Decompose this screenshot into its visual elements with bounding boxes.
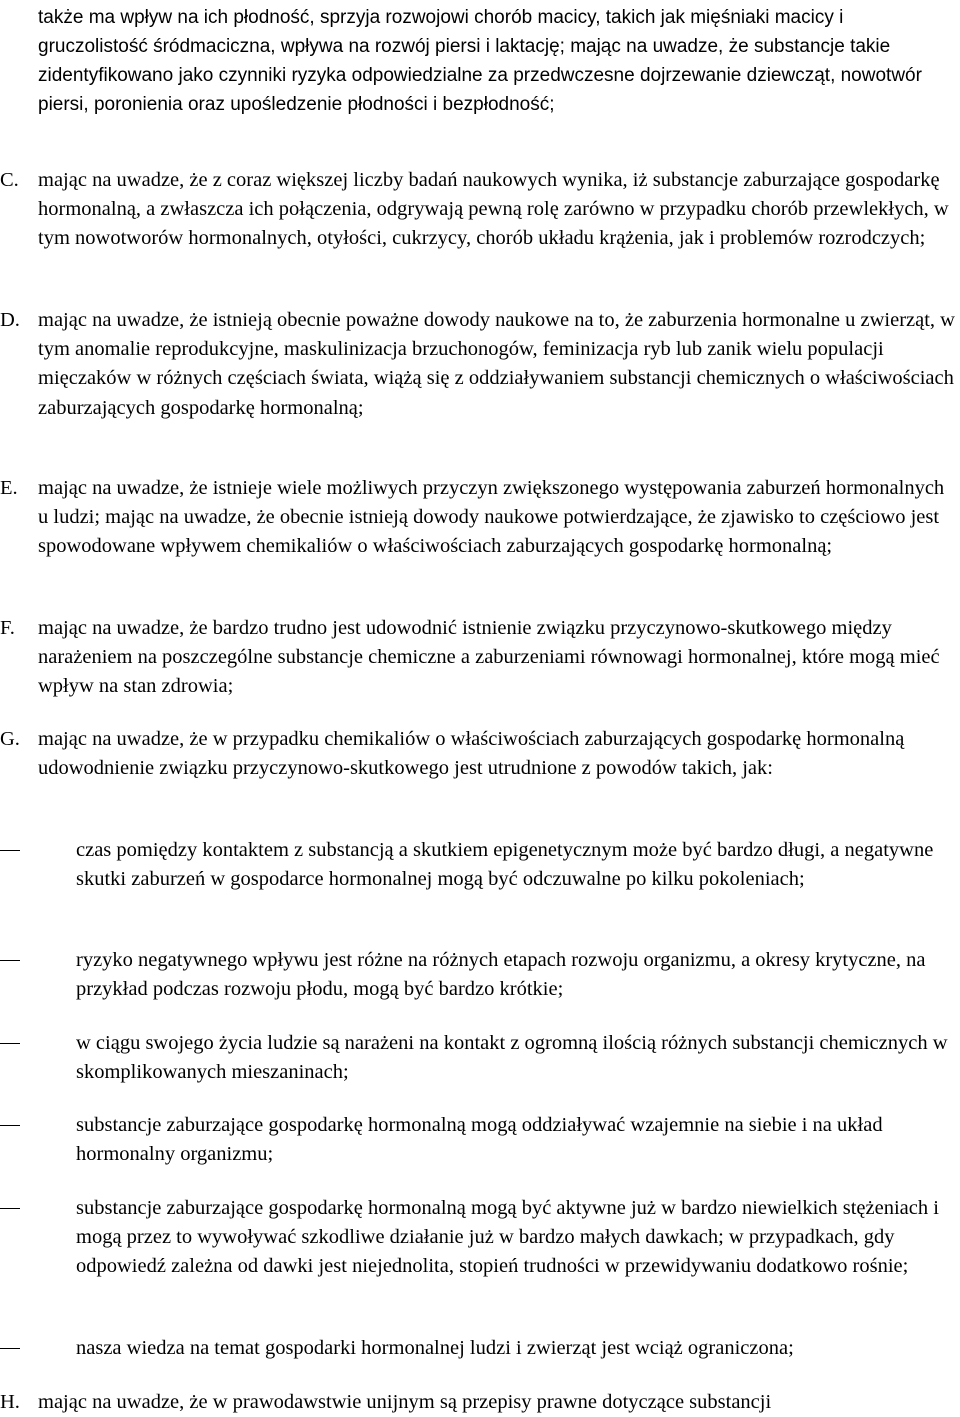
recital-letter: C.	[0, 169, 19, 191]
recital-e	[0, 474, 955, 562]
bullet-item	[0, 1334, 955, 1363]
dash-bullet-icon	[0, 1125, 20, 1126]
recital-text: mając na uwadze, że istnieją obecnie poważne dowody naukowe na to, że zaburzenia hormonalne u zwierząt, w tym anomalie reprodukcyjne, maskulinizacja brzuchonogów, feminizacja ryb lub zanik wielu populacji mięczaków w różnych częściach świata, wiążą się z oddziaływaniem substancji chemicznych o właściwościach zaburzających gospodarkę hormonalną;	[38, 309, 955, 419]
bullet-item	[0, 946, 955, 1004]
recital-letter: D.	[0, 309, 20, 331]
bullet-item	[0, 1111, 955, 1169]
bullet-text: substancje zaburzające gospodarkę hormonalną mogą być aktywne już w bardzo niewielkich stężeniach i mogą przez to wywoływać szkodliwe działanie już w bardzo małych dawkach; w przypadkach, gdy odpowiedź zależna od dawki jest niejednolita, stopień trudności w przewidywaniu dodatkowo rośnie;	[76, 1197, 939, 1278]
recital-letter: G.	[0, 728, 20, 750]
recital-letter: E.	[0, 477, 18, 499]
recital-text: mając na uwadze, że w prawodawstwie unijnym są przepisy prawne dotyczące substancji	[38, 1391, 772, 1413]
bullet-item	[0, 836, 955, 894]
recital-c	[0, 166, 955, 254]
recital-f	[0, 614, 955, 702]
recital-text: mając na uwadze, że z coraz większej liczby badań naukowych wynika, iż substancje zaburzające gospodarkę hormonalną, a zwłaszcza ich połączenia, odgrywają pewną rolę zarówno w przypadku chorób przewlekłych, w tym nowotworów hormonalnych, otyłości, cukrzycy, chorób układu krążenia, jak i problemów rozrodczych;	[38, 169, 949, 250]
recital-letter: H.	[0, 1391, 20, 1413]
bullet-item	[0, 1029, 955, 1087]
recital-letter: F.	[0, 617, 15, 639]
bullet-item	[0, 1194, 955, 1282]
dash-bullet-icon	[0, 1043, 20, 1044]
bullet-text: substancje zaburzające gospodarkę hormonalną mogą oddziaływać wzajemnie na siebie i na układ hormonalny organizmu;	[76, 1114, 883, 1166]
recital-h	[0, 1388, 955, 1417]
dash-bullet-icon	[0, 1208, 20, 1209]
recital-text: mając na uwadze, że w przypadku chemikaliów o właściwościach zaburzających gospodarkę hormonalną udowodnienie związku przyczynowo-skutkowego jest utrudnione z powodów takich, jak:	[38, 728, 905, 780]
bullet-text: czas pomiędzy kontaktem z substancją a skutkiem epigenetycznym może być bardzo długi, a negatywne skutki zaburzeń w gospodarce hormonalnej mogą być odczuwalne po kilku pokoleniach;	[76, 839, 934, 891]
recital-g	[0, 725, 955, 783]
recital-d	[0, 306, 955, 423]
recital-text: mając na uwadze, że bardzo trudno jest udowodnić istnienie związku przyczynowo-skutkowego między narażeniem na poszczególne substancje chemiczne a zaburzeniami równowagi hormonalnej, które mogą mieć wpływ na stan zdrowia;	[38, 617, 940, 698]
dash-bullet-icon	[0, 1348, 20, 1349]
intro-paragraph: także ma wpływ na ich płodność, sprzyja rozwojowi chorób macicy, takich jak mięśniaki macicy i gruczolistość śródmaciczna, wpływa na rozwój piersi i laktację; mając na uwadze, że substancje takie zidentyfikowano jako czynniki ryzyka odpowiedzialne za przedwczesne dojrzewanie dziewcząt, nowotwór piersi, poronienia oraz upośledzenie płodności i bezpłodność;	[38, 7, 922, 115]
bullet-text: nasza wiedza na temat gospodarki hormonalnej ludzi i zwierząt jest wciąż ograniczona;	[76, 1337, 794, 1359]
bullet-text: w ciągu swojego życia ludzie są narażeni na kontakt z ogromną ilością różnych substancji chemicznych w skomplikowanych mieszaninach;	[76, 1032, 948, 1084]
dash-bullet-icon	[0, 850, 20, 851]
recital-text: mając na uwadze, że istnieje wiele możliwych przyczyn zwiększonego występowania zaburzeń hormonalnych u ludzi; mając na uwadze, że obecnie istnieją dowody naukowe potwierdzające, że zjawisko to częściowo jest spowodowane wpływem chemikaliów o właściwościach zaburzających gospodarkę hormonalną;	[38, 477, 945, 558]
bullet-text: ryzyko negatywnego wpływu jest różne na różnych etapach rozwoju organizmu, a okresy krytyczne, na przykład podczas rozwoju płodu, mogą być bardzo krótkie;	[76, 949, 926, 1001]
dash-bullet-icon	[0, 960, 20, 961]
